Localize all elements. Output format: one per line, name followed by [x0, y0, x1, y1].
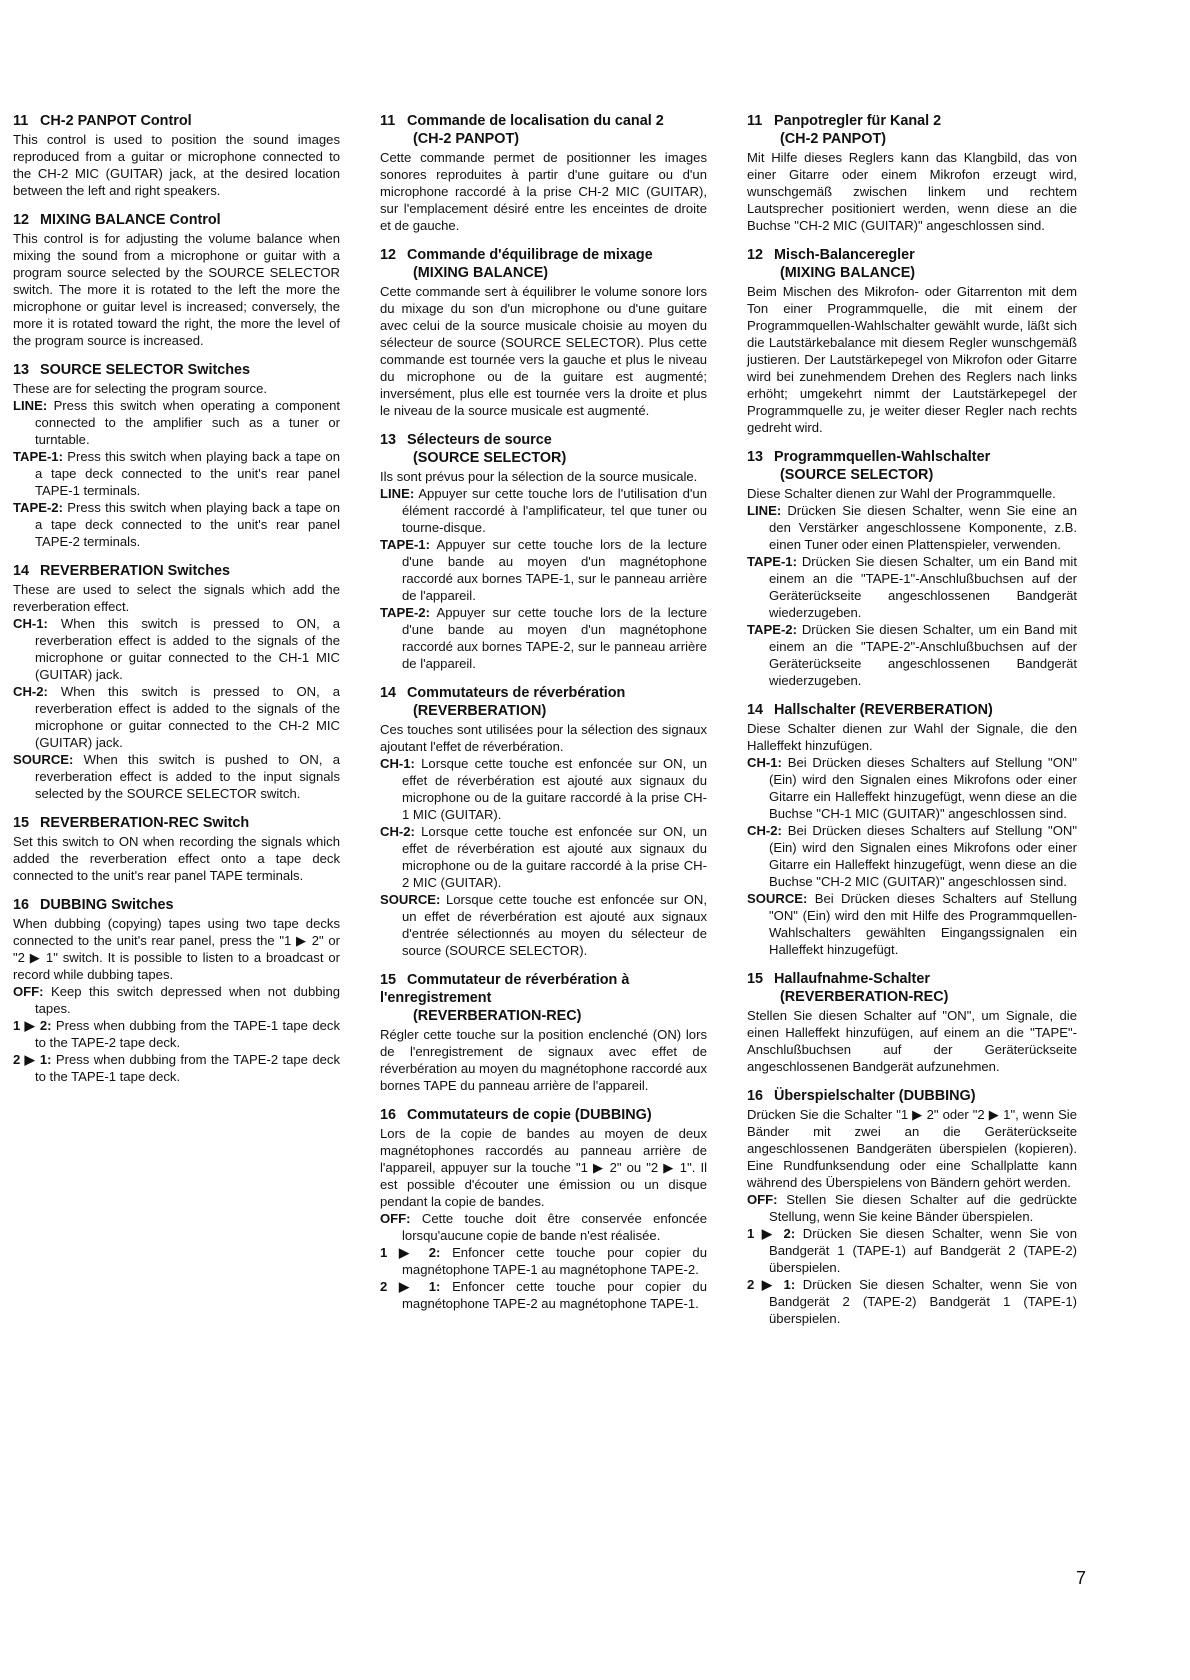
section-number: 14	[13, 563, 30, 579]
item-text: Press this switch when operating a component connected to the amplifier such as a tuner or turntable.	[35, 398, 340, 447]
section-title: REVERBERATION Switches	[40, 563, 231, 579]
section-number: 13	[380, 432, 397, 448]
section-14	[380, 684, 707, 959]
section-number: 13	[13, 362, 30, 378]
switch-item	[13, 983, 340, 1017]
section-subtitle: (REVERBERATION-REC)	[413, 1008, 582, 1024]
section-title: REVERBERATION-REC Switch	[40, 815, 250, 831]
section-subtitle: (MIXING BALANCE)	[413, 265, 549, 281]
column-french	[380, 112, 707, 1324]
item-text: Bei Drücken dieses Schalters auf Stellung "ON" (Ein) wird den Signalen eines Mikrofons oder einer Gitarre ein Halleffekt hinzugefügt, wenn diese an die Buchse "CH-2 MIC (GUITAR)" angeschlossen sind.	[769, 823, 1077, 889]
switch-item	[380, 485, 707, 536]
section-subtitle: (REVERBERATION)	[413, 703, 547, 719]
switch-item	[380, 1278, 707, 1312]
item-text: Drücken Sie diesen Schalter, wenn Sie eine an den Verstärker angeschlossene Komponente, z.B. einen Tuner oder einen Plattenspieler, verwenden.	[769, 503, 1077, 552]
item-text: Lorsque cette touche est enfoncée sur ON, un effet de réverbération est ajouté aux signaux du microphone ou de la guitare raccordé à la prise CH-1 MIC (GUITAR).	[402, 756, 708, 822]
item-text: Enfoncer cette touche pour copier du magnétophone TAPE-1 au magnétophone TAPE-2.	[402, 1245, 707, 1277]
item-text: When this switch is pressed to ON, a reverberation effect is added to the signals of the microphone or guitar connected to the CH-2 MIC (GUITAR) jack.	[35, 684, 340, 750]
section-heading	[380, 971, 707, 1025]
section-body: When dubbing (copying) tapes using two tape decks connected to the unit's rear panel, press the "1 ▶ 2" or "2 ▶ 1" switch. It is possible to listen to a broadcast or record while dubbing tapes.	[13, 916, 340, 982]
switch-item	[13, 751, 340, 802]
section-16	[380, 1106, 707, 1312]
switch-item	[13, 1051, 340, 1085]
item-label: CH-1:	[747, 755, 782, 770]
section-body: These are used to select the signals which add the reverberation effect.	[13, 582, 340, 614]
section-number: 15	[380, 972, 397, 988]
switch-item	[747, 890, 1077, 958]
section-subtitle: (MIXING BALANCE)	[780, 265, 916, 281]
section-13	[747, 448, 1077, 689]
section-title: Hallaufnahme-Schalter	[774, 971, 930, 987]
section-subtitle: (REVERBERATION-REC)	[780, 989, 949, 1005]
section-title: Commutateurs de réverbération	[407, 685, 626, 701]
item-text: Drücken Sie diesen Schalter, um ein Band mit einem an die "TAPE-2"-Anschlußbuchsen auf der Geräterückseite angeschlossenen Bandgerät wiederzugeben.	[769, 622, 1077, 688]
section-number: 12	[13, 212, 30, 228]
section-subtitle: (CH-2 PANPOT)	[780, 131, 887, 147]
section-body: Cette commande permet de positionner les images sonores reproduites à partir d'une guitare ou d'un microphone raccordé à la prise CH-2 MIC (GUITAR), sur l'emplacement désiré entre les enceintes de droite et de gauche.	[380, 150, 707, 233]
item-label: TAPE-2:	[747, 622, 797, 637]
item-label: 1 ▶ 2:	[747, 1226, 796, 1241]
section-heading	[13, 112, 340, 130]
section-body: This control is for adjusting the volume balance when mixing the sound from a microphone or guitar with a program source selected by the SOURCE SELECTOR switch. The more it is rotated to the left the more the microphone or guitar level is increased; conversely, the more it is rotated toward the right, the more the level of the program source is increased.	[13, 231, 340, 348]
section-title: Panpotregler für Kanal 2	[774, 113, 942, 129]
section-body: Diese Schalter dienen zur Wahl der Programmquelle.	[747, 486, 1056, 501]
item-text: Press this switch when playing back a tape on a tape deck connected to the unit's rear panel TAPE-1 terminals.	[35, 449, 340, 498]
section-11	[747, 112, 1077, 234]
section-heading	[13, 896, 340, 914]
item-label: CH-2:	[13, 684, 48, 699]
item-text: Cette touche doit être conservée enfoncée lorsqu'aucune copie de bande n'est réalisée.	[402, 1211, 707, 1243]
section-15	[13, 814, 340, 884]
section-body: Cette commande sert à équilibrer le volume sonore lors du mixage du son d'un microphone ou d'une guitare avec celui de la source musicale choisie au moyen du sélecteur de source (SOURCE SELECTOR). Plus cette commande est tournée vers la gauche et plus le niveau du microphone ou de la guitare est augmenté; inversément, plus elle est tournée vers la droite et plus le niveau de la source musicale est augmenté.	[380, 284, 707, 418]
item-label: SOURCE:	[13, 752, 74, 767]
item-text: Press when dubbing from the TAPE-2 tape deck to the TAPE-1 tape deck.	[35, 1052, 340, 1084]
item-text: Appuyer sur cette touche lors de l'utilisation d'un élément raccordé à l'amplificateur, tel que tuner ou tourne-disque.	[402, 486, 707, 535]
item-label: TAPE-2:	[380, 605, 430, 620]
section-title: Commande de localisation du canal 2	[407, 113, 664, 129]
switch-item	[380, 536, 707, 604]
section-subtitle: (SOURCE SELECTOR)	[413, 450, 567, 466]
item-text: Drücken Sie diesen Schalter, um ein Band mit einem an die "TAPE-1"-Anschlußbuchsen auf der Geräterückseite angeschlossenen Bandgerät wiederzugeben.	[769, 554, 1077, 620]
section-16	[747, 1087, 1077, 1327]
item-label: LINE:	[747, 503, 782, 518]
item-label: LINE:	[13, 398, 48, 413]
item-label: 2 ▶ 1:	[747, 1277, 796, 1292]
item-label: OFF:	[380, 1211, 411, 1226]
section-number: 16	[380, 1107, 397, 1123]
item-text: Appuyer sur cette touche lors de la lecture d'une bande au moyen d'un magnétophone raccordé aux bornes TAPE-1, sur le panneau arrière de l'appareil.	[402, 537, 708, 603]
item-text: Stellen Sie diesen Schalter auf die gedrückte Stellung, wenn Sie keine Bänder überspielen.	[769, 1192, 1077, 1224]
section-number: 15	[13, 815, 30, 831]
item-label: CH-1:	[13, 616, 48, 631]
section-body: Lors de la copie de bandes au moyen de deux magnétophones raccordés au panneau arrière de l'appareil, appuyer sur la touche "1 ▶ 2" ou "2 ▶ 1". Il est possible d'écouter une émission ou un disque pendant la copie de bandes.	[380, 1126, 707, 1209]
item-label: OFF:	[747, 1192, 778, 1207]
section-body: Ces touches sont utilisées pour la sélection des signaux ajoutant l'effet de réverbération.	[380, 722, 707, 754]
item-label: 2 ▶ 1:	[380, 1279, 441, 1294]
section-heading	[13, 211, 340, 229]
switch-item	[13, 1017, 340, 1051]
section-title: DUBBING Switches	[40, 897, 174, 913]
section-15	[380, 971, 707, 1094]
section-heading	[747, 701, 1077, 719]
item-label: 1 ▶ 2:	[13, 1018, 52, 1033]
column-english	[13, 112, 340, 1097]
section-title: CH-2 PANPOT Control	[40, 113, 192, 129]
section-body: Régler cette touche sur la position enclenché (ON) lors de l'enregistrement de signaux avec effet de réverbération au moyen du magnétophone raccordé aux bornes TAPE du panneau arrière de l'appareil.	[380, 1027, 707, 1093]
section-title: Programmquellen-Wahlschalter	[774, 449, 991, 465]
section-12	[13, 211, 340, 349]
item-text: Appuyer sur cette touche lors de la lecture d'une bande au moyen d'un magnétophone raccordé aux bornes TAPE-2, sur le panneau arrière de l'appareil.	[402, 605, 708, 671]
section-title: Commutateurs de copie (DUBBING)	[407, 1107, 652, 1123]
switch-item	[747, 754, 1077, 822]
section-body: Ils sont prévus pour la sélection de la source musicale.	[380, 469, 698, 484]
item-label: SOURCE:	[747, 891, 808, 906]
item-text: Lorsque cette touche est enfoncée sur ON, un effet de réverbération est ajouté aux signaux du microphone ou de la guitare raccordé à la prise CH-2 MIC (GUITAR).	[402, 824, 708, 890]
section-12	[380, 246, 707, 419]
switch-item	[13, 499, 340, 550]
switch-item	[13, 683, 340, 751]
section-15	[747, 970, 1077, 1075]
switch-item	[747, 553, 1077, 621]
section-heading	[747, 246, 1077, 282]
section-title: MIXING BALANCE Control	[40, 212, 221, 228]
section-subtitle: (CH-2 PANPOT)	[413, 131, 520, 147]
switch-item	[380, 755, 707, 823]
section-subtitle: (SOURCE SELECTOR)	[780, 467, 934, 483]
item-text: Drücken Sie diesen Schalter, wenn Sie von Bandgerät 2 (TAPE-2) Bandgerät 1 (TAPE-1) überspielen.	[769, 1277, 1077, 1326]
section-heading	[747, 1087, 1077, 1105]
section-title: Misch-Balanceregler	[774, 247, 915, 263]
section-body: Mit Hilfe dieses Reglers kann das Klangbild, das von einer Gitarre oder einem Mikrofon erzeugt wird, wunschgemäß zwischen linkem und rechtem Lautsprecher positioniert werden, wenn diese an die Buchse "CH-2 MIC (GUITAR)" angeschlossen sind.	[747, 150, 1077, 233]
item-text: Press this switch when playing back a tape on a tape deck connected to the unit's rear panel TAPE-2 terminals.	[35, 500, 340, 549]
section-body: This control is used to position the sound images reproduced from a guitar or microphone connected to the CH-2 MIC (GUITAR) jack, at the desired location between the left and right speakers.	[13, 132, 340, 198]
item-label: OFF:	[13, 984, 44, 999]
section-13	[13, 361, 340, 550]
section-number: 12	[380, 247, 397, 263]
section-title: Hallschalter (REVERBERATION)	[774, 702, 993, 718]
section-heading	[380, 1106, 707, 1124]
item-text: Lorsque cette touche est enfoncée sur ON, un effet de réverbération est ajouté aux signaux d'entrée sélectionnés au moyen du sélecteur de source (SOURCE SELECTOR).	[402, 892, 707, 958]
item-label: TAPE-1:	[13, 449, 63, 464]
section-heading	[747, 448, 1077, 484]
section-title: Sélecteurs de source	[407, 432, 552, 448]
section-body: Diese Schalter dienen zur Wahl der Signale, die den Halleffekt hinzufügen.	[747, 721, 1077, 753]
item-label: 2 ▶ 1:	[13, 1052, 52, 1067]
item-label: CH-2:	[380, 824, 415, 839]
section-number: 16	[747, 1088, 764, 1104]
switch-item	[747, 621, 1077, 689]
section-heading	[380, 112, 707, 148]
section-title: SOURCE SELECTOR Switches	[40, 362, 251, 378]
section-number: 12	[747, 247, 764, 263]
section-title: Überspielschalter (DUBBING)	[774, 1088, 976, 1104]
item-label: 1 ▶ 2:	[380, 1245, 441, 1260]
switch-item	[747, 1225, 1077, 1276]
section-14	[747, 701, 1077, 958]
switch-item	[747, 1276, 1077, 1327]
section-number: 11	[13, 113, 29, 129]
switch-item	[380, 891, 707, 959]
switch-item	[747, 822, 1077, 890]
section-title: Commutateur de réverbération à l'enregistrement	[380, 972, 630, 1006]
section-number: 11	[747, 113, 763, 129]
item-text: Bei Drücken dieses Schalters auf Stellung "ON" (Ein) wird den mit Hilfe des Programmquellen-Wahlschalters gewählten Eingangssignalen ein Halleffekt hinzugefügt.	[769, 891, 1077, 957]
item-label: TAPE-2:	[13, 500, 63, 515]
item-label: TAPE-1:	[380, 537, 430, 552]
section-11	[13, 112, 340, 199]
section-body: Set this switch to ON when recording the signals which added the reverberation effect onto a tape deck connected to the unit's rear panel TAPE terminals.	[13, 834, 340, 883]
section-body: Beim Mischen des Mikrofon- oder Gitarrenton mit dem Ton einer Programmquelle, die mit einem der Programmquellen-Wahlschalter gewählt wurde, läßt sich die Lautstärkebalance mit diesem Regler wunschgemäß justieren. Der Lautstärkepegel von Mikrofon oder Gitarre wird bei zunehmendem Drehen des Reglers nach links erhöht; umgekehrt nimmt der Lautstärkepegel der Programmquelle zu, je weiter dieser Regler nach rechts gedreht wird.	[747, 284, 1077, 435]
column-german	[747, 112, 1077, 1339]
section-number: 14	[380, 685, 397, 701]
item-label: LINE:	[380, 486, 415, 501]
switch-item	[747, 502, 1077, 553]
section-number: 11	[380, 113, 396, 129]
switch-item	[380, 823, 707, 891]
section-13	[380, 431, 707, 672]
section-heading	[380, 246, 707, 282]
item-text: Keep this switch depressed when not dubbing tapes.	[35, 984, 341, 1016]
switch-item	[380, 1210, 707, 1244]
section-body: Drücken Sie die Schalter "1 ▶ 2" oder "2 ▶ 1", wenn Sie Bänder mit zwei an die Geräterückseite angeschlossenen Bandgeräten überspielen (kopieren). Eine Rundfunksendung oder eine Schallplatte kann während des Überspielens von Bändern gehört werden.	[747, 1107, 1077, 1190]
section-number: 16	[13, 897, 30, 913]
section-number: 14	[747, 702, 764, 718]
switch-item	[13, 615, 340, 683]
section-14	[13, 562, 340, 802]
item-label: TAPE-1:	[747, 554, 797, 569]
section-heading	[747, 970, 1077, 1006]
switch-item	[13, 448, 340, 499]
section-number: 13	[747, 449, 764, 465]
section-12	[747, 246, 1077, 436]
section-11	[380, 112, 707, 234]
switch-item	[380, 1244, 707, 1278]
item-text: Drücken Sie diesen Schalter, wenn Sie von Bandgerät 1 (TAPE-1) auf Bandgerät 2 (TAPE-2) überspielen.	[769, 1226, 1077, 1275]
section-heading	[380, 431, 707, 467]
section-heading	[13, 361, 340, 379]
section-body: These are for selecting the program source.	[13, 381, 267, 396]
item-label: CH-1:	[380, 756, 415, 771]
switch-item	[380, 604, 707, 672]
section-heading	[380, 684, 707, 720]
item-text: Bei Drücken dieses Schalters auf Stellung "ON" (Ein) wird den Signalen eines Mikrofons oder einer Gitarre ein Halleffekt hinzugefügt, wenn diese an die Buchse "CH-1 MIC (GUITAR)" angeschlossen sind.	[769, 755, 1077, 821]
section-heading	[13, 562, 340, 580]
item-label: SOURCE:	[380, 892, 441, 907]
switch-item	[13, 397, 340, 448]
section-heading	[13, 814, 340, 832]
section-16	[13, 896, 340, 1085]
item-text: Enfoncer cette touche pour copier du magnétophone TAPE-2 au magnétophone TAPE-1.	[402, 1279, 707, 1311]
page-number: 7	[1076, 1568, 1087, 1588]
switch-item	[747, 1191, 1077, 1225]
item-text: Press when dubbing from the TAPE-1 tape deck to the TAPE-2 tape deck.	[35, 1018, 340, 1050]
section-title: Commande d'équilibrage de mixage	[407, 247, 653, 263]
item-label: CH-2:	[747, 823, 782, 838]
item-text: When this switch is pressed to ON, a reverberation effect is added to the signals of the microphone or guitar connected to the CH-1 MIC (GUITAR) jack.	[35, 616, 340, 682]
section-heading	[747, 112, 1077, 148]
section-body: Stellen Sie diesen Schalter auf "ON", um Signale, die einen Halleffekt hinzufügen, auf einem an die "TAPE"-Anschlußbuchsen auf der Geräterückseite angeschlossenen Bandgerät aufzunehmen.	[747, 1008, 1077, 1074]
section-number: 15	[747, 971, 764, 987]
item-text: When this switch is pushed to ON, a reverberation effect is added to the input signals selected by the SOURCE SELECTOR switch.	[35, 752, 340, 801]
